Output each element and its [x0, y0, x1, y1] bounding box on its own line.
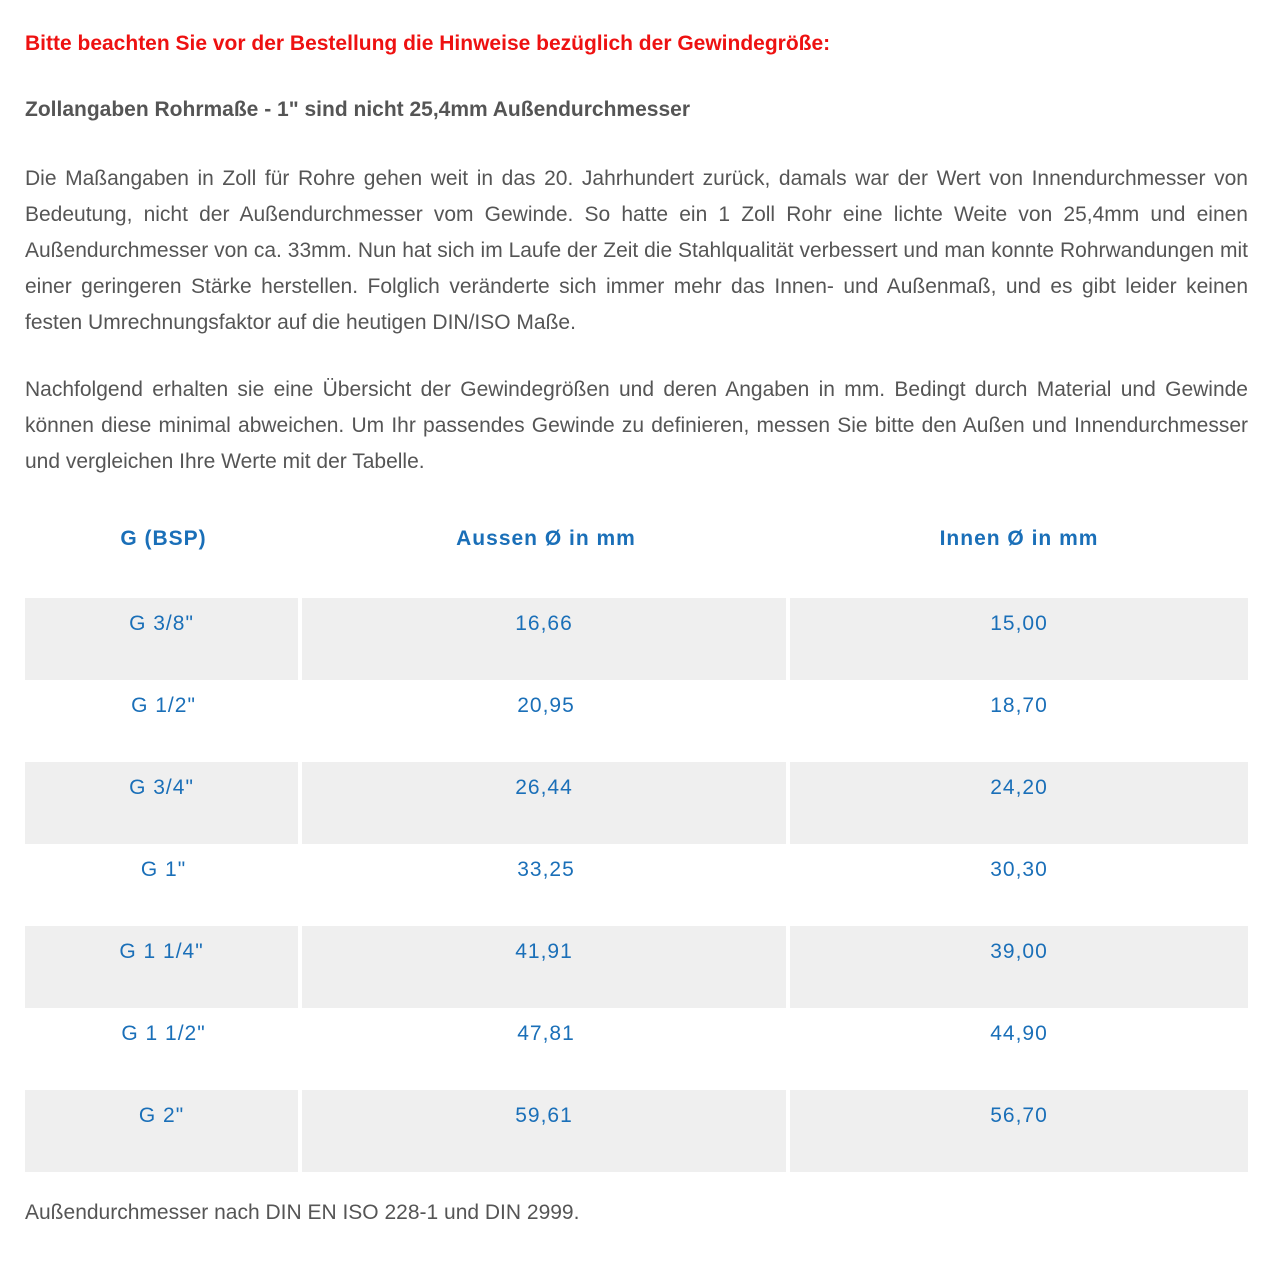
- table-row: [25, 1008, 1248, 1090]
- paragraph-overview: Nachfolgend erhalten sie eine Übersicht der Gewindegrößen und deren Angaben in mm. Bedingt durch Material und Gewinde können diese minimal abweichen. Um Ihr passendes Gewinde zu definieren, messen Sie bitte den Außen und Innendurchmesser und vergleichen Ihre Werte mit der Tabelle.: [25, 378, 1248, 473]
- cell-outer-diameter: 16,66: [302, 598, 790, 680]
- cell-inner-diameter: 18,70: [790, 680, 1248, 762]
- paragraph-history: Die Maßangaben in Zoll für Rohre gehen weit in das 20. Jahrhundert zurück, damals war der Wert von Innendurchmesser von Bedeutung, nicht der Außendurchmesser vom Gewinde. So hatte ein 1 Zoll Rohr eine lichte Weite von 25,4mm und einen Außendurchmesser von ca. 33mm. Nun hat sich im Laufe der Zeit die Stahlqualität verbessert und man konnte Rohrwandungen mit einer geringeren Stärke herstellen. Folglich veränderte sich immer mehr das Innen- und Außenmaß, und es gibt leider keinen festen Umrechnungsfaktor auf die heutigen DIN/ISO Maße.: [25, 167, 1248, 334]
- table-row: [25, 1090, 1248, 1172]
- table-header-row: [25, 508, 1248, 570]
- table-row: [25, 680, 1248, 762]
- header-inner-diameter: Innen Ø in mm: [939, 527, 1099, 550]
- header-outer-diameter: Aussen Ø in mm: [456, 527, 636, 550]
- cell-outer-diameter: 33,25: [302, 844, 790, 926]
- cell-outer-diameter: 26,44: [302, 762, 790, 844]
- section-heading: Zollangaben Rohrmaße - 1" sind nicht 25,4mm Außendurchmesser: [25, 98, 690, 121]
- cell-thread-size: G 1": [25, 844, 302, 926]
- order-warning: Bitte beachten Sie vor der Bestellung die Hinweise bezüglich der Gewindegröße:: [25, 32, 831, 55]
- cell-thread-size: G 1/2": [25, 680, 302, 762]
- thread-size-table: [25, 508, 1248, 1172]
- cell-inner-diameter: 39,00: [790, 926, 1248, 1008]
- cell-thread-size: G 1 1/2": [25, 1008, 302, 1090]
- table-row: [25, 926, 1248, 1008]
- cell-outer-diameter: 20,95: [302, 680, 790, 762]
- cell-thread-size: G 3/4": [25, 762, 302, 844]
- cell-thread-size: G 3/8": [25, 598, 302, 680]
- cell-inner-diameter: 44,90: [790, 1008, 1248, 1090]
- header-thread-size: G (BSP): [120, 527, 207, 550]
- cell-inner-diameter: 56,70: [790, 1090, 1248, 1172]
- cell-inner-diameter: 30,30: [790, 844, 1248, 926]
- table-row: [25, 844, 1248, 926]
- cell-thread-size: G 1 1/4": [25, 926, 302, 1008]
- cell-outer-diameter: 41,91: [302, 926, 790, 1008]
- cell-thread-size: G 2": [25, 1090, 302, 1172]
- cell-outer-diameter: 59,61: [302, 1090, 790, 1172]
- table-row: [25, 598, 1248, 680]
- cell-inner-diameter: 15,00: [790, 598, 1248, 680]
- table-row: [25, 762, 1248, 844]
- footnote: Außendurchmesser nach DIN EN ISO 228-1 und DIN 2999.: [25, 1201, 580, 1224]
- cell-inner-diameter: 24,20: [790, 762, 1248, 844]
- cell-outer-diameter: 47,81: [302, 1008, 790, 1090]
